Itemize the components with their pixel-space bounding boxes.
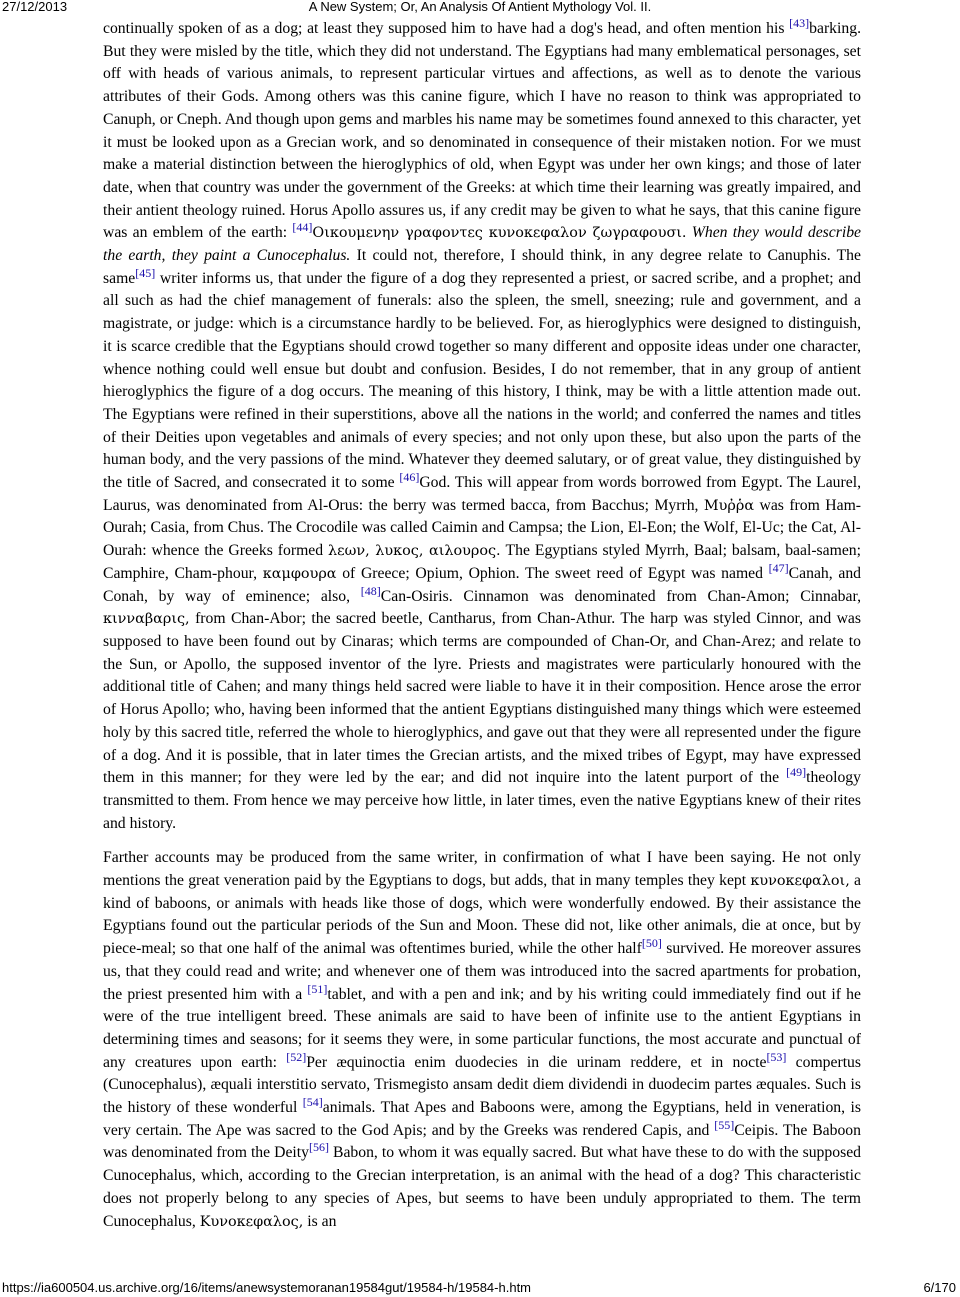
footnote-link[interactable]: [46] (399, 469, 420, 484)
print-date: 27/12/2013 (2, 0, 68, 14)
paragraph (103, 847, 861, 1233)
footnote-link[interactable]: [52] (286, 1049, 307, 1064)
footnote-link[interactable]: [44] (292, 220, 313, 235)
greek-text: κινναβαρις, (103, 611, 190, 628)
text-run: Canah, and Conah, by way of eminence; also, (103, 564, 861, 605)
text-run: a kind of baboons, or animals with heads like those of dogs, which were wonderfully endowed. By their assistance the Egyptians found out the particular periods of the Sun and Moon. These did not, like other animals, die at once, but by piece-meal; so that one half of the animal was oftentimes buried, while the other half (103, 872, 861, 958)
text-run: compertus (Cunocephalus), æquali interstitio servato, Trismegisto ansam dedit diem dividendi in duodecim partes æquales. Such is the history of these wonderful (103, 1053, 861, 1117)
text-run: is an (303, 1212, 337, 1230)
page-footer (0, 1281, 960, 1297)
source-url: https://ia600504.us.archive.org/16/items/anewsystemoranan19584gut/19584-h/19584-h.htm (2, 1280, 532, 1295)
footnote-link[interactable]: [53] (766, 1049, 787, 1064)
page-header (0, 0, 960, 16)
text-run: writer informs us, that under the figure of a dog they represented a priest, or sacred scribe, and a prophet; and all such as had the chief management of funerals: also the spleen, the smell, sneezing; rule and government, and a magistrate, or judge: which is a circumstance hardly to be believed. For, as hieroglyphics were designed to distinguish, it is scarce credible that the Egyptians should crowd together so many different and opposite ideas under one character, whence nothing could well ensue but doubt and confusion. Besides, I do not remember, that in any group of antient hieroglyphics the figure of a dog occurs. The meaning of this history, I think, may be with a little attention made out. The Egyptians were refined in their superstitions, above all the nations in the world; and conferred the names and titles of their Deities upon vegetables and animals of every species; and not only upon these, but also upon the parts of the human body, and the very passions of the mind. Whatever they deemed salutary, or of great value, they distinguished by the title of Sacred, and consecrated it to some (103, 269, 861, 492)
page-title: A New System; Or, An Analysis Of Antient Mythology Vol. II. (308, 0, 652, 14)
text-run: Per æquinoctia enim duodecies in die urinam reddere, et in nocte (306, 1053, 767, 1071)
footnote-link[interactable]: [48] (360, 583, 381, 598)
text-run: Ceipis. The Baboon was denominated from the Deity (103, 1121, 861, 1162)
italic-text: When they would describe the earth, they paint a Cunocephalus. (103, 224, 861, 265)
footnote-link[interactable]: [43] (789, 18, 810, 30)
greek-text: Κυνοκεφαλος, (199, 1213, 304, 1230)
greek-text: λεων, λυκος, αιλουρος. (328, 543, 501, 560)
footnote-link[interactable]: [54] (302, 1094, 323, 1109)
text-run: God. This will appear from words borrowed from Egypt. The Laurel, Laurus, was denominated from Al-Orus: the berry was termed bacca, from Bacchus; Myrrh, (103, 474, 861, 514)
text-run: tablet, and with a pen and ink; and by his writing could immediately find out if he were of the true intelligent breed. These animals are said to have been of infinite use to the antient Egyptians in determining times and seasons; for it seems they were, in some particular functions, the most accurate and punctual of any creatures upon earth: (103, 985, 861, 1071)
document-body (103, 18, 861, 1270)
footnote-link[interactable]: [55] (714, 1117, 735, 1132)
footnote-link[interactable]: [47] (768, 560, 789, 575)
greek-text: Μυῤῥα (703, 497, 755, 514)
text-run: barking. But they were misled by the title, which they did not understand. The Egyptians had many emblematical personages, set off with heads of various animals, to represent particular virtues and affections, as well as to denote the various attributes of their Gods. Among others was this canine figure, which I have no reason to think was appropriated to Canuph, or Cneph. And though upon gems and marbles his name may be sometimes found annexed to this character, yet it must be looked upon as a Grecian work, and so denominated in consequence of their mistaken notion. For we must make a material distinction between the hieroglyphics of old, when Egypt was under her own kings; and those of later date, when that country was under the government of the Greeks: at which time their learning was greatly impaired, and their antient theology ruined. Horus Apollo assures us, if any credit may be given to what he says, that this canine figure was an emblem of the earth: (103, 20, 861, 242)
greek-text: καμφουρα (262, 565, 337, 582)
footnote-link[interactable]: [56] (308, 1140, 329, 1155)
page-number: 6/170 (923, 1280, 956, 1295)
text-run: animals. That Apes and Baboons were, among the Egyptians, held in veneration, is very certain. The Ape was sacred to the God Apis; and by the Greeks was rendered Capis, and (103, 1099, 861, 1139)
text-run: Babon, to whom it was equally sacred. But what have these to do with the supposed Cunocephalus, which, according to the Grecian interpretation, is an animal with the head of a dog? This characteristic does not properly belong to any species of Apes, but seems to have been unduly appropriated to them. The term Cunocephalus, (103, 1144, 861, 1230)
text-run: was from Ham-Ourah; Casia, from Chus. The Crocodile was called Caimin and Campsa; the Lion, El-Eon; the Wolf, El-Uc; the Cat, Al-Ourah: whence the Greeks formed (103, 496, 861, 560)
footnote-link[interactable]: [51] (307, 981, 328, 996)
text-run: It could not, therefore, I should think, in any degree relate to Canuphis. The same (103, 247, 861, 287)
footnote-link[interactable]: [45] (135, 265, 156, 280)
text-run: theology transmitted to them. From hence we may perceive how little, in later times, even the native Egyptians knew of their rites and history. (103, 769, 861, 832)
footnote-link[interactable]: [50] (641, 935, 662, 950)
text-run: Can-Osiris. Cinnamon was denominated from Chan-Amon; Cinnabar, (380, 587, 861, 605)
footnote-link[interactable]: [49] (786, 764, 807, 779)
paragraph (103, 18, 861, 835)
text-run: survived. He moreover assures us, that they could read and write; and whenever one of them was introduced into the sacred apartments for probation, the priest presented him with a (103, 940, 861, 1003)
text-run: from Chan-Abor; the sacred beetle, Cantharus, from Chan-Athur. The harp was styled Cinnor, and was supposed to have been found out by Cinaras; which terms are compounded of Chan-Or, and Chan-Arez; and relate to the Sun, or Apollo, the supposed inventor of the lyre. Priests and magistrates were particularly honoured with the additional title of Cahen; and many things held sacred were liable to have it in their composition. Hence arose the error of Horus Apollo; who, having been informed that the antient Egyptians distinguished many things which were esteemed holy by this sacred title, referred the whole to hieroglyphics, and gave out that they were all represented under the figure of a dog. And it is possible, that in later times the Grecian artists, and the mixed tribes of Egypt, may have expressed them in this manner; for they were led by the ear; and did not inquire into the latent purport of the (103, 610, 861, 787)
text-run: of Greece; Opium, Ophion. The sweet reed of Egypt was named (336, 564, 769, 582)
text-run: The Egyptians styled Myrrh, Baal; balsam, baal-samen; Camphire, Cham-phour, (103, 542, 861, 582)
text-run: continually spoken of as a dog; at least they supposed him to have had a dog's head, and often mention his (103, 20, 790, 37)
text-run: Farther accounts may be produced from the same writer, in confirmation of what I have been saying. He not only mentions the great veneration paid by the Egyptians to dogs, but adds, that in many temples they kept (103, 849, 861, 890)
greek-text: κυνοκεφαλοι, (750, 873, 850, 890)
greek-text: Οικουμενην γραφοντες κυνοκεφαλον ζωγραφουσι. (312, 225, 687, 242)
